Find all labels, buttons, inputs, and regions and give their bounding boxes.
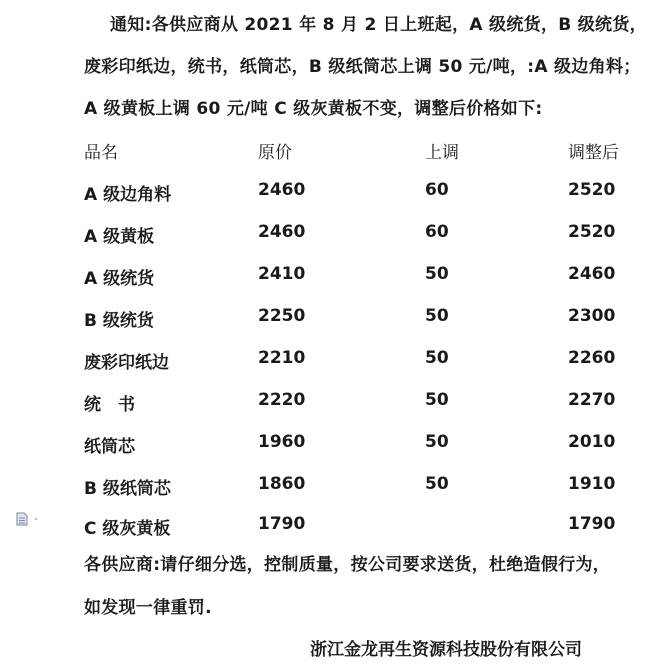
row-increase: 50 <box>425 348 449 368</box>
table-row <box>0 514 667 544</box>
row-original: 2220 <box>258 390 306 410</box>
table-row <box>0 474 667 504</box>
dash-mark: - <box>34 512 38 525</box>
row-adjusted: 2270 <box>568 390 616 410</box>
row-name: A 级边角料 <box>84 185 172 205</box>
table-row <box>0 306 667 336</box>
row-increase: 50 <box>425 264 449 284</box>
row-original: 1790 <box>258 514 306 534</box>
table-row <box>0 432 667 462</box>
row-name: B 级纸筒芯 <box>84 479 171 499</box>
footer-line-2: 如发现一律重罚. <box>84 598 212 618</box>
company-name: 浙江金龙再生资源科技股份有限公司 <box>310 640 582 660</box>
row-name: 废彩印纸边 <box>84 353 169 373</box>
header-original: 原价 <box>258 143 292 163</box>
row-adjusted: 2260 <box>568 348 616 368</box>
row-adjusted: 1910 <box>568 474 616 494</box>
table-row <box>0 222 667 252</box>
row-original: 1960 <box>258 432 306 452</box>
row-name: C 级灰黄板 <box>84 519 171 539</box>
row-increase: 50 <box>425 390 449 410</box>
row-increase: 50 <box>425 474 449 494</box>
header-increase: 上调 <box>425 143 459 163</box>
row-adjusted: 2460 <box>568 264 616 284</box>
row-increase: 50 <box>425 306 449 326</box>
price-table-header <box>0 138 667 168</box>
row-adjusted: 2520 <box>568 222 616 242</box>
row-increase: 60 <box>425 180 449 200</box>
row-increase: 60 <box>425 222 449 242</box>
row-original: 2460 <box>258 222 306 242</box>
row-increase: 50 <box>425 432 449 452</box>
row-name: 统 书 <box>84 395 135 415</box>
row-name: 纸筒芯 <box>84 437 135 457</box>
table-row <box>0 348 667 378</box>
table-row <box>0 390 667 420</box>
row-name: B 级统货 <box>84 311 154 331</box>
notice-intro-line-1: 通知:各供应商从 2021 年 8 月 2 日上班起，A 级统货，B 级统货， <box>110 15 647 35</box>
header-adjusted: 调整后 <box>568 143 619 163</box>
header-name: 品名 <box>84 143 118 163</box>
row-original: 2210 <box>258 348 306 368</box>
row-original: 1860 <box>258 474 306 494</box>
row-name: A 级黄板 <box>84 227 155 247</box>
document-icon <box>16 512 28 526</box>
table-row <box>0 264 667 294</box>
footer-line-1: 各供应商:请仔细分选，控制质量，按公司要求送货，杜绝造假行为， <box>84 555 611 575</box>
row-original: 2460 <box>258 180 306 200</box>
table-row <box>0 180 667 210</box>
row-adjusted: 2520 <box>568 180 616 200</box>
row-adjusted: 1790 <box>568 514 616 534</box>
notice-intro-line-2: 废彩印纸边，统书，纸筒芯，B 级纸筒芯上调 50 元/吨，:A 级边角料； <box>84 57 641 77</box>
row-name: A 级统货 <box>84 269 155 289</box>
row-adjusted: 2300 <box>568 306 616 326</box>
row-adjusted: 2010 <box>568 432 616 452</box>
row-original: 2410 <box>258 264 306 284</box>
notice-intro-line-3: A 级黄板上调 60 元/吨 C 级灰黄板不变，调整后价格如下: <box>84 99 543 119</box>
row-original: 2250 <box>258 306 306 326</box>
